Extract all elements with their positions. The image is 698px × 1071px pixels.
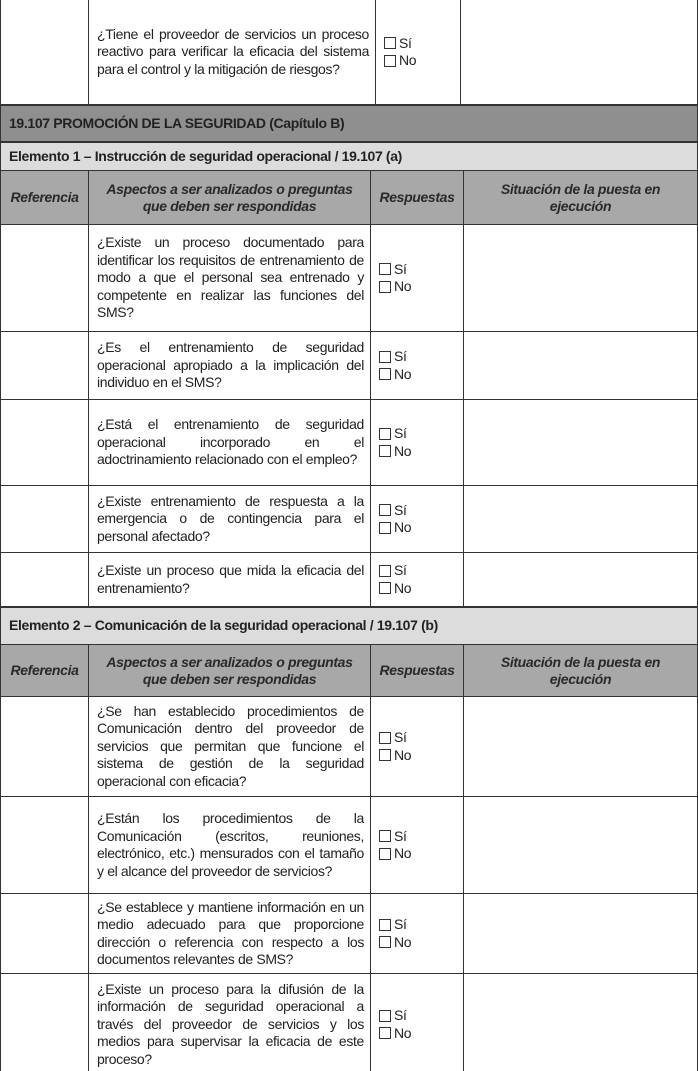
answer-cell (371, 553, 464, 607)
checkbox-icon[interactable] (379, 830, 391, 842)
option-no[interactable] (379, 1025, 463, 1043)
reference-cell (1, 697, 89, 797)
checkbox-icon[interactable] (379, 368, 391, 380)
reference-cell (1, 486, 89, 553)
status-cell[interactable] (464, 553, 698, 607)
table-row (1, 797, 698, 894)
option-label: No (394, 365, 412, 382)
checkbox-icon[interactable] (379, 504, 391, 516)
answer-cell (371, 400, 464, 486)
checkbox-icon[interactable] (384, 37, 396, 49)
option-no[interactable] (384, 52, 460, 70)
answer-cell (371, 332, 464, 400)
status-cell[interactable] (464, 894, 698, 974)
option-label: No (394, 1024, 412, 1041)
header-answers: Respuestas (371, 171, 464, 225)
question-text: ¿Existe un proceso que mida la eficacia del entrenamiento? (89, 553, 371, 607)
header-aspects: Aspectos a ser analizados o preguntas que deben ser respondidas (89, 645, 371, 697)
option-label: Sí (394, 827, 407, 844)
status-cell[interactable] (461, 0, 698, 105)
checkbox-icon[interactable] (379, 263, 391, 275)
header-aspects: Aspectos a ser analizados o preguntas que deben ser respondidas (89, 171, 371, 225)
element-title: Elemento 1 – Instrucción de seguridad operacional / 19.107 (a) (1, 143, 698, 171)
answer-cell (371, 697, 464, 797)
option-no[interactable] (379, 934, 463, 952)
option-label: Sí (394, 729, 407, 745)
option-yes[interactable] (379, 1007, 463, 1025)
checkbox-icon[interactable] (379, 749, 391, 761)
option-label: Sí (394, 501, 407, 518)
checkbox-icon[interactable] (379, 848, 391, 860)
header-answers: Respuestas (371, 645, 464, 697)
option-no[interactable] (379, 519, 463, 537)
table-row (1, 486, 698, 553)
answer-cell (371, 486, 464, 553)
top-table (0, 0, 698, 105)
question-text: ¿Existe un proceso para la difusión de la información de seguridad operacional a través del proveedor de servicios y los medios para supervisar la eficacia de este proceso? (89, 974, 371, 1071)
option-label: Sí (399, 34, 412, 51)
option-label: No (399, 52, 417, 68)
checkbox-icon[interactable] (379, 351, 391, 363)
answer-cell (371, 974, 464, 1071)
header-status: Situación de la puesta en ejecución (464, 645, 698, 697)
reference-cell (1, 332, 89, 400)
status-cell[interactable] (464, 974, 698, 1071)
question-text: ¿Se han establecido procedimientos de Comunicación dentro del proveedor de servicios que permitan que funcione el sistema de gestión de la seguridad operacional con eficacia? (89, 697, 371, 797)
section-table (0, 105, 698, 142)
table-row (1, 225, 698, 332)
option-no[interactable] (379, 366, 463, 384)
option-label: Sí (394, 260, 407, 277)
option-label: Sí (394, 1007, 407, 1023)
option-yes[interactable] (379, 828, 463, 846)
reference-cell (1, 0, 89, 105)
reference-cell (1, 553, 89, 607)
reference-cell (1, 797, 89, 894)
answer-cell (371, 797, 464, 894)
option-yes[interactable] (379, 348, 463, 366)
status-cell[interactable] (464, 225, 698, 332)
option-yes[interactable] (379, 916, 463, 934)
option-no[interactable] (379, 845, 463, 863)
option-label: No (394, 278, 412, 294)
column-header-row (1, 171, 698, 225)
option-label: Sí (394, 348, 407, 364)
option-no[interactable] (379, 747, 463, 765)
answer-cell (376, 0, 461, 105)
option-yes[interactable] (379, 729, 463, 747)
option-label: Sí (394, 425, 407, 441)
status-cell[interactable] (464, 486, 698, 553)
question-text: ¿Se establece y mantiene información en un medio adecuado para que proporcione dirección o referencia con respecto a los documentos relevantes de SMS? (89, 894, 371, 974)
element-title: Elemento 2 – Comunicación de la seguridad operacional / 19.107 (b) (1, 608, 698, 645)
checkbox-icon[interactable] (379, 445, 391, 457)
element-table (0, 607, 698, 1071)
header-status: Situación de la puesta en ejecución (464, 171, 698, 225)
reference-cell (1, 400, 89, 486)
checkbox-icon[interactable] (379, 522, 391, 534)
status-cell[interactable] (464, 697, 698, 797)
reference-cell (1, 894, 89, 974)
option-yes[interactable] (379, 562, 463, 580)
status-cell[interactable] (464, 332, 698, 400)
question-text: ¿Existe un proceso documentado para identificar los requisitos de entrenamiento de modo a que el personal sea entrenado y competente en realizar las funciones del SMS? (89, 225, 371, 332)
reference-cell (1, 974, 89, 1071)
checkbox-icon[interactable] (379, 582, 391, 594)
table-row (1, 553, 698, 607)
header-reference: Referencia (1, 645, 89, 697)
option-label: Sí (394, 562, 407, 578)
checkbox-icon[interactable] (379, 1010, 391, 1022)
option-yes[interactable] (379, 425, 463, 443)
option-label: No (394, 845, 412, 861)
question-text: ¿Es el entrenamiento de seguridad operacional apropiado a la implicación del individuo en el SMS? (89, 332, 371, 400)
status-cell[interactable] (464, 797, 698, 894)
option-no[interactable] (379, 443, 463, 461)
checkbox-icon[interactable] (379, 919, 391, 931)
question-text: ¿Existe entrenamiento de respuesta a la emergencia o de contingencia para el personal afectado? (89, 486, 371, 553)
column-header-row (1, 645, 698, 697)
option-label: No (394, 442, 412, 459)
option-no[interactable] (379, 580, 463, 598)
checkbox-icon[interactable] (379, 1027, 391, 1039)
question-text: ¿Están los procedimientos de la Comunicación (escritos, reuniones, electrónico, etc.) mensurados con el tamaño y el alcance del proveedor de servicios? (89, 797, 371, 894)
option-label: No (394, 579, 412, 596)
table-row (1, 894, 698, 974)
answer-cell (371, 225, 464, 332)
option-no[interactable] (379, 278, 463, 296)
option-yes[interactable] (384, 35, 460, 53)
table-row (1, 0, 698, 105)
option-label: Sí (394, 916, 407, 932)
answer-cell (371, 894, 464, 974)
option-yes[interactable] (379, 502, 463, 520)
question-text: ¿Tiene el proveedor de servicios un proceso reactivo para verificar la eficacia del sistema para el control y la mitigación de riesgos? (89, 0, 376, 105)
table-row (1, 697, 698, 797)
element-table (0, 142, 698, 607)
reference-cell (1, 225, 89, 332)
option-yes[interactable] (379, 261, 463, 279)
checkbox-icon[interactable] (379, 281, 391, 293)
option-label: No (394, 933, 412, 950)
checkbox-icon[interactable] (379, 428, 391, 440)
table-row (1, 974, 698, 1071)
checkbox-icon[interactable] (379, 565, 391, 577)
table-row (1, 400, 698, 486)
option-label: No (394, 746, 412, 763)
question-text: ¿Está el entrenamiento de seguridad operacional incorporado en el adoctrinamiento relacionado con el empleo? (89, 400, 371, 486)
table-row (1, 332, 698, 400)
checkbox-icon[interactable] (379, 732, 391, 744)
status-cell[interactable] (464, 400, 698, 486)
checkbox-icon[interactable] (384, 55, 396, 67)
header-reference: Referencia (1, 171, 89, 225)
section-title: 19.107 PROMOCIÓN DE LA SEGURIDAD (Capítulo B) (1, 106, 698, 142)
checkbox-icon[interactable] (379, 936, 391, 948)
option-label: No (394, 519, 412, 535)
